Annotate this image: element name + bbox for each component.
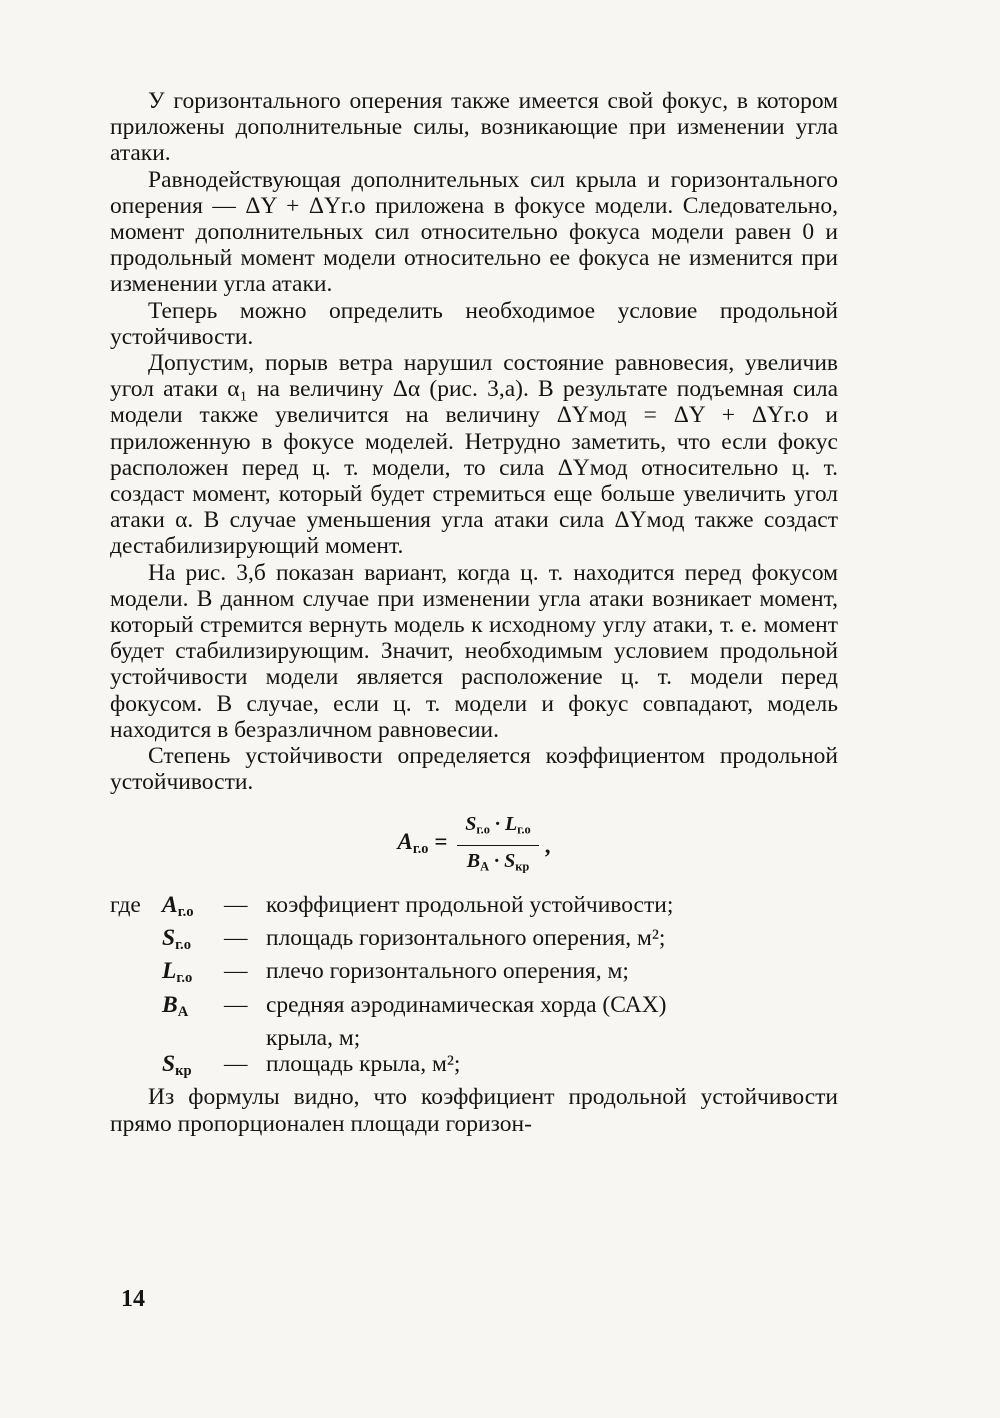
- body-text: [110, 88, 838, 1137]
- formula-numerator: $S_{г.о} \cdot L_{г.о}$: [457, 811, 538, 846]
- formula-comma: ,: [544, 832, 551, 858]
- definition-dash: —: [224, 1051, 248, 1078]
- paragraph: У горизонтального оперения также имеется свой фокус, в котором приложены дополнительные силы, возникающие при изменении угла атаки.: [110, 88, 838, 167]
- paragraph: Степень устойчивости определяется коэффициентом продольной устойчивости.: [110, 743, 838, 796]
- definition-row: [110, 892, 838, 925]
- definition-symbol: $L_{г.о}$: [162, 958, 193, 987]
- stability-formula: [110, 811, 838, 879]
- definition-row: [110, 925, 838, 958]
- definition-dash: —: [224, 958, 248, 985]
- definition-row: [110, 1051, 838, 1084]
- definition-text: коэффициент продольной устойчивости;: [266, 891, 674, 918]
- formula-denominator: $B_A \cdot S_{кр}$: [466, 850, 530, 874]
- definition-symbol: $S_{г.о}$: [162, 925, 191, 954]
- paragraph: На рис. 3,б показан вариант, когда ц. т. находится перед фокусом модели. В данном случае при изменении угла атаки возникает момент, который стремится вернуть модель к исходному углу атаки, т. е. момент будет стабилизирующим. Значит, необходимым условием продольной устойчивости модели является расположение ц. т. модели перед фокусом. В случае, если ц. т. модели и фокус совпадают, модель находится в безразличном равновесии.: [110, 559, 838, 743]
- definition-text: площадь крыла, м²;: [266, 1051, 461, 1078]
- definition-row: [110, 992, 838, 1025]
- definition-dash: —: [224, 891, 248, 918]
- definition-symbol: $S_{кр}$: [162, 1051, 192, 1080]
- definition-text: площадь горизонтального оперения, м²;: [266, 925, 666, 952]
- definition-symbol: $B_A$: [162, 991, 189, 1020]
- definition-text: средняя аэродинамическая хорда (САХ): [266, 991, 667, 1018]
- definition-dash: —: [224, 991, 248, 1018]
- definition-lead: где: [110, 891, 141, 918]
- symbol-definitions: [110, 892, 838, 1085]
- paragraph: Теперь можно определить необходимое условие продольной устойчивости.: [110, 297, 838, 350]
- definition-text: плечо горизонтального оперения, м;: [266, 958, 629, 985]
- page-number: 14: [121, 1286, 145, 1312]
- paragraph: Равнодействующая дополнительных сил крыла и горизонтального оперения — ΔY + ΔYг.о приложена в фокусе модели. Следовательно, момент дополнительных сил относительно фокуса модели равен 0 и продольный момент модели относительно ее фокуса не изменится при изменении угла атаки.: [110, 166, 838, 298]
- definition-row: [110, 958, 838, 991]
- formula-lhs: $A_{г.о}$ =: [397, 829, 448, 858]
- paragraph: Допустим, порыв ветра нарушил состояние равновесия, увеличив угол атаки α₁ на величину Δα (рис. 3,а). В результате подъемная сила модели также увеличится на величину ΔYмод = ΔY + ΔYг.о и приложенную в фокусе моделей. Нетрудно заметить, что если фокус расположен перед ц. т. модели, то сила ΔYмод относительно ц. т. создаст момент, который будет стремиться еще больше увеличить угол атаки α. В случае уменьшения угла атаки сила ΔYмод также создаст дестабилизирующий момент.: [110, 350, 838, 560]
- definition-continuation: крыла, м;: [266, 1024, 361, 1051]
- formula-fraction: [457, 811, 538, 879]
- closing-paragraph: Из формулы видно, что коэффициент продольной устойчивости прямо пропорционален площади горизон-: [110, 1084, 838, 1137]
- definition-symbol: $A_{г.о}$: [162, 891, 194, 920]
- definition-dash: —: [224, 925, 248, 952]
